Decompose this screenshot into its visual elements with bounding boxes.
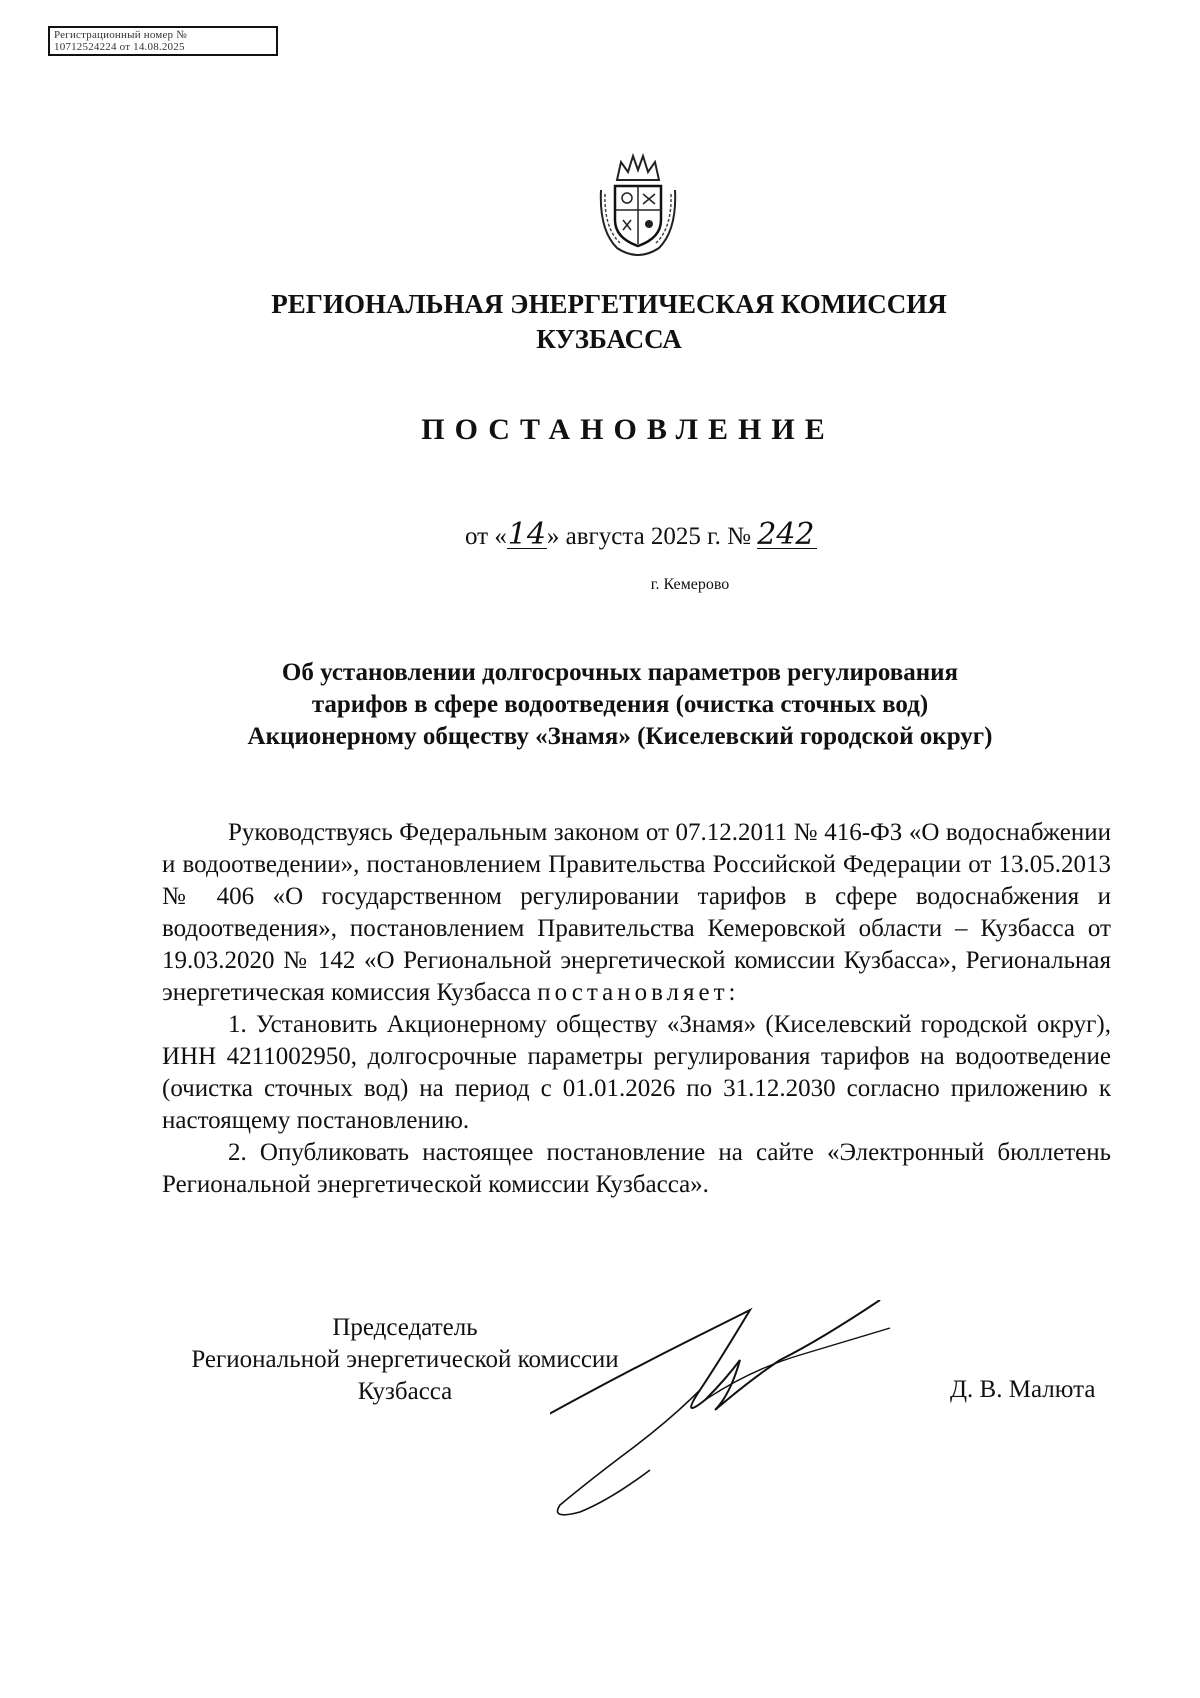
date-line — [465, 517, 817, 552]
document-number: 242 — [757, 522, 817, 549]
organization-name — [0, 287, 1200, 357]
city: г. Кемерово — [650, 576, 730, 593]
registration-number: 10712524224 от 14.08.2025 — [54, 41, 185, 53]
signatory-role-line-3: Кузбасса — [357, 1378, 453, 1405]
organization-line-2: КУЗБАССА — [536, 324, 682, 354]
document-type: ПОСТАНОВЛЕНИЕ — [421, 413, 835, 446]
preamble-text: Руководствуясь Федеральным законом от 07.12.2011 № 416-ФЗ «О водоснабжении и водоотведении», постановлением Правительства Российской Федерации от 13.05.2013 № 406 «О государственном регулировании тарифов в сфере водоснабжения и водоотведения», постановлением Правительства Кемеровской области – Кузбасса от 19.03.2020 № 142 «О Региональной энергетической комиссии Кузбасса», Региональная энергетическая комиссия Кузбасса — [162, 819, 1111, 1006]
resolves-word: постановляет: — [537, 979, 740, 1006]
subject-line-1: Об установлении долгосрочных параметров регулирования — [281, 659, 959, 686]
signatory-role-line-2: Региональной энергетической комиссии — [191, 1346, 619, 1373]
document-subject — [0, 657, 1200, 753]
registration-label: Регистрационный номер № — [54, 29, 187, 41]
date-prefix: от « — [465, 523, 507, 550]
handwritten-signature-icon — [550, 1300, 970, 1540]
signatory-name: Д. В. Малюта — [950, 1376, 1096, 1403]
organization-line-1: РЕГИОНАЛЬНАЯ ЭНЕРГЕТИЧЕСКАЯ КОМИССИЯ — [271, 289, 947, 319]
preamble-paragraph — [162, 817, 1111, 1009]
document-body — [162, 817, 1111, 1201]
registration-stamp — [48, 26, 278, 56]
coat-of-arms-icon — [595, 150, 681, 260]
date-day: 14 — [507, 517, 546, 552]
signatory-role-line-1: Председатель — [332, 1314, 478, 1341]
date-middle: » августа 2025 г. № — [546, 523, 751, 550]
item-2-paragraph: 2. Опубликовать настоящее постановление на сайте «Электронный бюллетень Региональной энергетической комиссии Кузбасса». — [162, 1139, 1111, 1198]
item-1-paragraph: 1. Установить Акционерному обществу «Знамя» (Киселевский городской округ), ИНН 4211002950, долгосрочные параметры регулирования тарифов на водоотведение (очистка сточных вод) на период с 01.01.2026 по 31.12.2030 согласно приложению к настоящему постановлению. — [162, 1011, 1111, 1134]
subject-line-3: Акционерному обществу «Знамя» (Киселевский городской округ) — [247, 723, 993, 750]
subject-line-2: тарифов в сфере водоотведения (очистка сточных вод) — [311, 691, 929, 718]
